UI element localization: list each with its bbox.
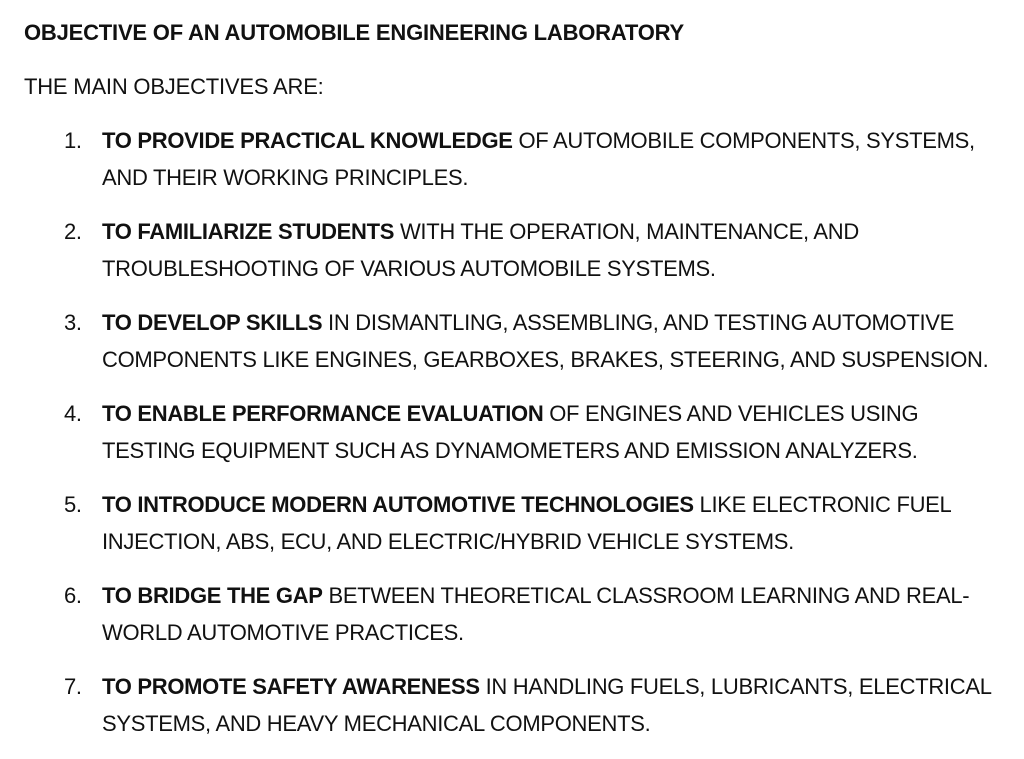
list-item-text: IN DISMANTLING, ASSEMBLING, AND TESTING AUTOMOTIVE COMPONENTS LIKE ENGINES, GEARBOXES, BRAKES, STEERING, AND SUSPENSION. xyxy=(102,310,989,372)
list-item-text: LIKE ELECTRONIC FUEL INJECTION, ABS, ECU, AND ELECTRIC/HYBRID VEHICLE SYSTEMS. xyxy=(102,492,951,554)
list-item-bold-heading: TO PROMOTE SAFETY AWARENESS xyxy=(102,674,480,699)
list-item-bold-heading: TO DEVELOP SKILLS xyxy=(102,310,323,335)
intro-text: THE MAIN OBJECTIVES ARE: xyxy=(24,74,324,99)
list-item-bold-heading: TO ENABLE PERFORMANCE EVALUATION xyxy=(102,401,544,426)
list-item xyxy=(24,122,1014,196)
objectives-list xyxy=(24,122,1014,742)
list-item-number: 4. xyxy=(64,401,82,426)
list-item-bold-heading: TO INTRODUCE MODERN AUTOMOTIVE TECHNOLOGIES xyxy=(102,492,694,517)
document-body xyxy=(24,18,1014,759)
list-item-text: WITH THE OPERATION, MAINTENANCE, AND TROUBLESHOOTING OF VARIOUS AUTOMOBILE SYSTEMS. xyxy=(102,219,859,281)
list-item xyxy=(24,668,1014,742)
list-item-number: 7. xyxy=(64,674,82,699)
list-item-text: BETWEEN THEORETICAL CLASSROOM LEARNING AND REAL-WORLD AUTOMOTIVE PRACTICES. xyxy=(102,583,970,645)
list-item-bold-heading: TO BRIDGE THE GAP xyxy=(102,583,323,608)
list-item-number: 6. xyxy=(64,583,82,608)
document-title: OBJECTIVE OF AN AUTOMOBILE ENGINEERING LABORATORY xyxy=(24,20,685,45)
list-item-bold-heading: TO PROVIDE PRACTICAL KNOWLEDGE xyxy=(102,128,513,153)
list-item-number: 3. xyxy=(64,310,82,335)
list-item-text: IN HANDLING FUELS, LUBRICANTS, ELECTRICAL SYSTEMS, AND HEAVY MECHANICAL COMPONENTS. xyxy=(102,674,991,736)
list-item xyxy=(24,395,1014,469)
list-item xyxy=(24,304,1014,378)
list-item-number: 5. xyxy=(64,492,82,517)
list-item-text: OF ENGINES AND VEHICLES USING TESTING EQUIPMENT SUCH AS DYNAMOMETERS AND EMISSION ANALYZERS. xyxy=(102,401,919,463)
list-item xyxy=(24,213,1014,287)
list-item-number: 1. xyxy=(64,128,82,153)
list-item-number: 2. xyxy=(64,219,82,244)
list-item-text: OF AUTOMOBILE COMPONENTS, SYSTEMS, AND THEIR WORKING PRINCIPLES. xyxy=(102,128,975,190)
list-item xyxy=(24,486,1014,560)
list-item xyxy=(24,577,1014,651)
list-item-bold-heading: TO FAMILIARIZE STUDENTS xyxy=(102,219,395,244)
